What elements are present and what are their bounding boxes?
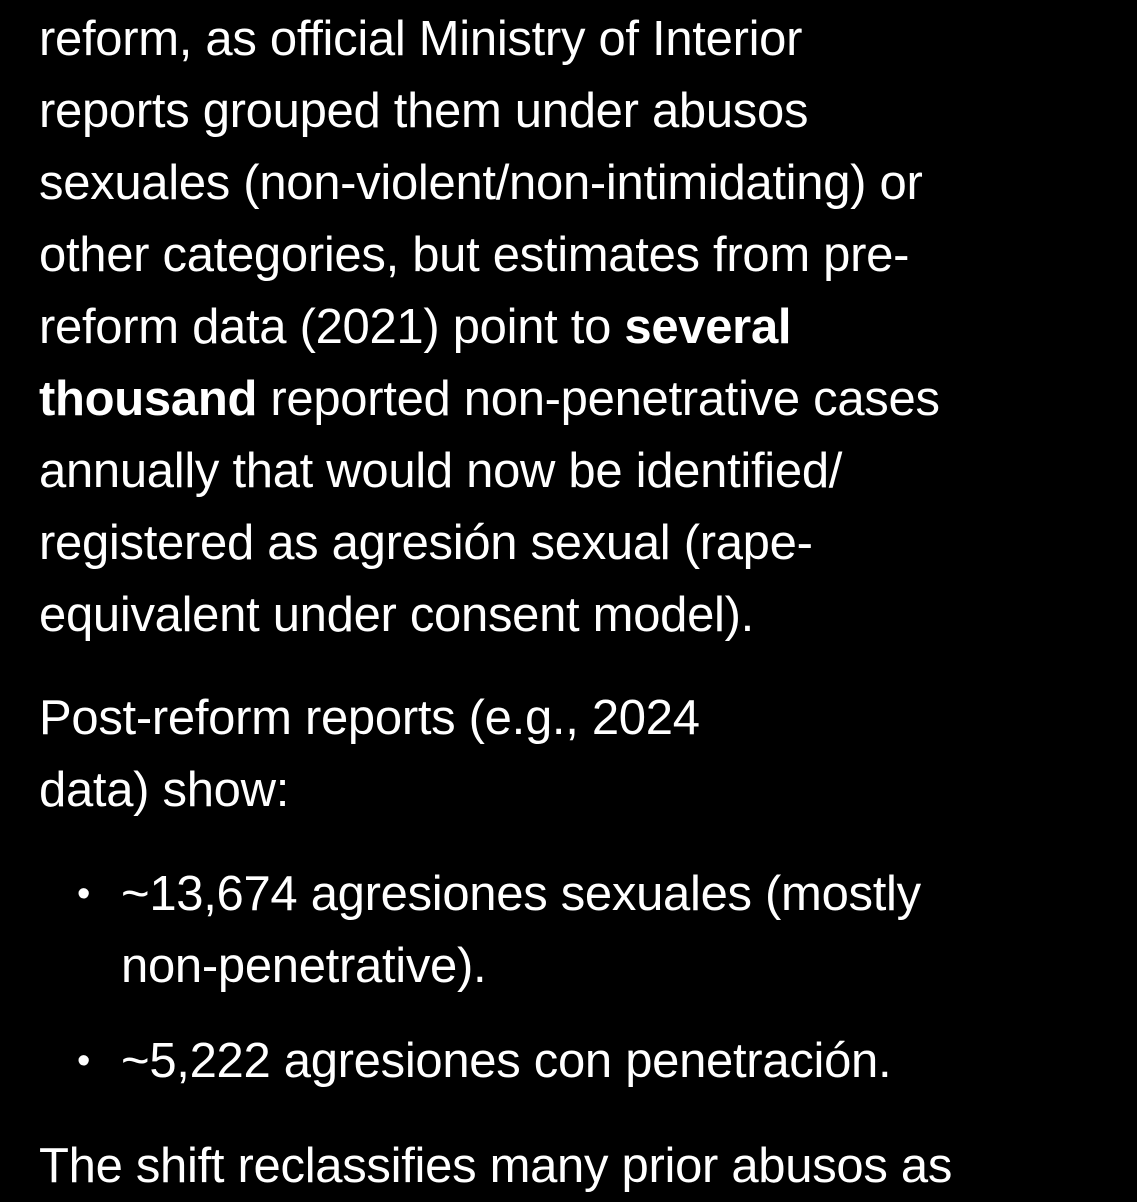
bullet-item-2-line-1: ~5,222 agresiones con penetración. <box>121 1034 892 1088</box>
paragraph-1-bold-thousand: thousand <box>39 372 258 426</box>
paragraph-1-line-6-text: reported non-penetrative cases <box>257 372 940 426</box>
paragraph-1-line-2: reports grouped them under abusos <box>39 84 809 138</box>
bullet-item-1-line-1: ~13,674 agresiones sexuales (mostly <box>121 867 921 921</box>
paragraph-2-line-2: data) show: <box>39 763 290 817</box>
paragraph-1-line-5 <box>39 291 791 363</box>
paragraph-1-line-8: registered as agresión sexual (rape- <box>39 516 813 570</box>
bullet-item-1-line-2: non-penetrative). <box>121 939 487 993</box>
paragraph-3-line-1: The shift reclassifies many prior abusos as <box>39 1139 953 1193</box>
bullet-icon: • <box>77 1040 91 1082</box>
paragraph-1-line-1: reform, as official Ministry of Interior <box>39 12 803 66</box>
paragraph-1-line-7: annually that would now be identified/ <box>39 444 843 498</box>
bullet-icon: • <box>77 873 91 915</box>
paragraph-1-line-4: other categories, but estimates from pre- <box>39 228 910 282</box>
paragraph-1-line-9: equivalent under consent model). <box>39 588 754 642</box>
paragraph-2-line-1: Post-reform reports (e.g., 2024 <box>39 691 700 745</box>
paragraph-1-line-3: sexuales (non-violent/non-intimidating) or <box>39 156 923 210</box>
paragraph-1-line-5-text: reform data (2021) point to <box>39 300 625 354</box>
paragraph-1-line-6 <box>39 363 940 435</box>
paragraph-1-bold-several: several <box>624 300 792 354</box>
